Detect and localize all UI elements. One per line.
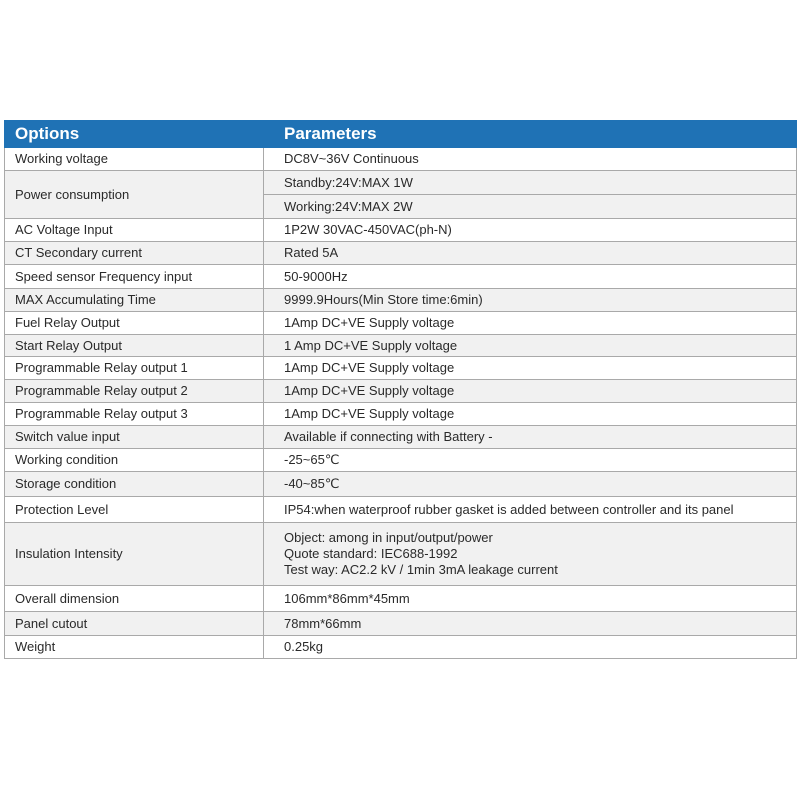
- table-row: [5, 449, 797, 472]
- table-row: [5, 357, 797, 380]
- option-cell: AC Voltage Input: [5, 219, 264, 242]
- parameter-cell: 0.25kg: [264, 636, 797, 659]
- option-cell: Panel cutout: [5, 612, 264, 636]
- option-cell: Switch value input: [5, 426, 264, 449]
- table-row: [5, 289, 797, 312]
- option-cell: Power consumption: [5, 171, 264, 219]
- table-row: [5, 380, 797, 403]
- table-row: [5, 242, 797, 265]
- option-cell: Programmable Relay output 2: [5, 380, 264, 403]
- option-cell: Working voltage: [5, 148, 264, 171]
- parameter-cell: 1P2W 30VAC-450VAC(ph-N): [264, 219, 797, 242]
- parameter-cell: Standby:24V:MAX 1W: [264, 171, 797, 195]
- parameter-cell: IP54:when waterproof rubber gasket is added between controller and its panel: [264, 497, 797, 523]
- option-cell: Working condition: [5, 449, 264, 472]
- table-row: [5, 612, 797, 636]
- option-cell: Programmable Relay output 3: [5, 403, 264, 426]
- parameter-cell: 1 Amp DC+VE Supply voltage: [264, 335, 797, 357]
- parameter-cell: 1Amp DC+VE Supply voltage: [264, 380, 797, 403]
- parameter-cell: 1Amp DC+VE Supply voltage: [264, 403, 797, 426]
- parameter-cell: Working:24V:MAX 2W: [264, 195, 797, 219]
- table-row: [5, 335, 797, 357]
- option-cell: Programmable Relay output 1: [5, 357, 264, 380]
- options-header: Options: [5, 121, 264, 148]
- table-row: [5, 148, 797, 171]
- option-cell: Speed sensor Frequency input: [5, 265, 264, 289]
- insulation-object-line: Object: among in input/output/power: [284, 530, 493, 545]
- parameter-cell: 9999.9Hours(Min Store time:6min): [264, 289, 797, 312]
- parameter-cell: Available if connecting with Battery -: [264, 426, 797, 449]
- table-row: [5, 312, 797, 335]
- parameter-cell: -40~85℃: [264, 472, 797, 497]
- table-row: [5, 472, 797, 497]
- insulation-standard-line: Quote standard: IEC688-1992: [284, 546, 458, 561]
- table-row: [5, 497, 797, 523]
- option-cell: MAX Accumulating Time: [5, 289, 264, 312]
- parameter-cell: 1Amp DC+VE Supply voltage: [264, 312, 797, 335]
- option-cell: Fuel Relay Output: [5, 312, 264, 335]
- parameter-cell: -25~65℃: [264, 449, 797, 472]
- insulation-test-line: Test way: AC2.2 kV / 1min 3mA leakage current: [284, 562, 558, 577]
- option-cell: Insulation Intensity: [5, 523, 264, 586]
- table-row: [5, 265, 797, 289]
- option-cell: Storage condition: [5, 472, 264, 497]
- option-cell: Protection Level: [5, 497, 264, 523]
- parameter-cell: 50-9000Hz: [264, 265, 797, 289]
- table-row: [5, 523, 797, 586]
- parameter-cell: 1Amp DC+VE Supply voltage: [264, 357, 797, 380]
- parameter-cell: [264, 523, 797, 586]
- table-row: [5, 403, 797, 426]
- parameter-cell: DC8V~36V Continuous: [264, 148, 797, 171]
- option-cell: Overall dimension: [5, 586, 264, 612]
- parameter-cell: 78mm*66mm: [264, 612, 797, 636]
- specifications-table: [4, 120, 797, 659]
- table-row: [5, 426, 797, 449]
- table-header-row: [5, 121, 797, 148]
- parameters-header: Parameters: [264, 121, 797, 148]
- option-cell: Start Relay Output: [5, 335, 264, 357]
- table-row: [5, 636, 797, 659]
- parameter-cell: Rated 5A: [264, 242, 797, 265]
- parameter-cell: 106mm*86mm*45mm: [264, 586, 797, 612]
- option-cell: Weight: [5, 636, 264, 659]
- table-row: [5, 586, 797, 612]
- option-cell: CT Secondary current: [5, 242, 264, 265]
- table-row: [5, 171, 797, 195]
- table-row: [5, 219, 797, 242]
